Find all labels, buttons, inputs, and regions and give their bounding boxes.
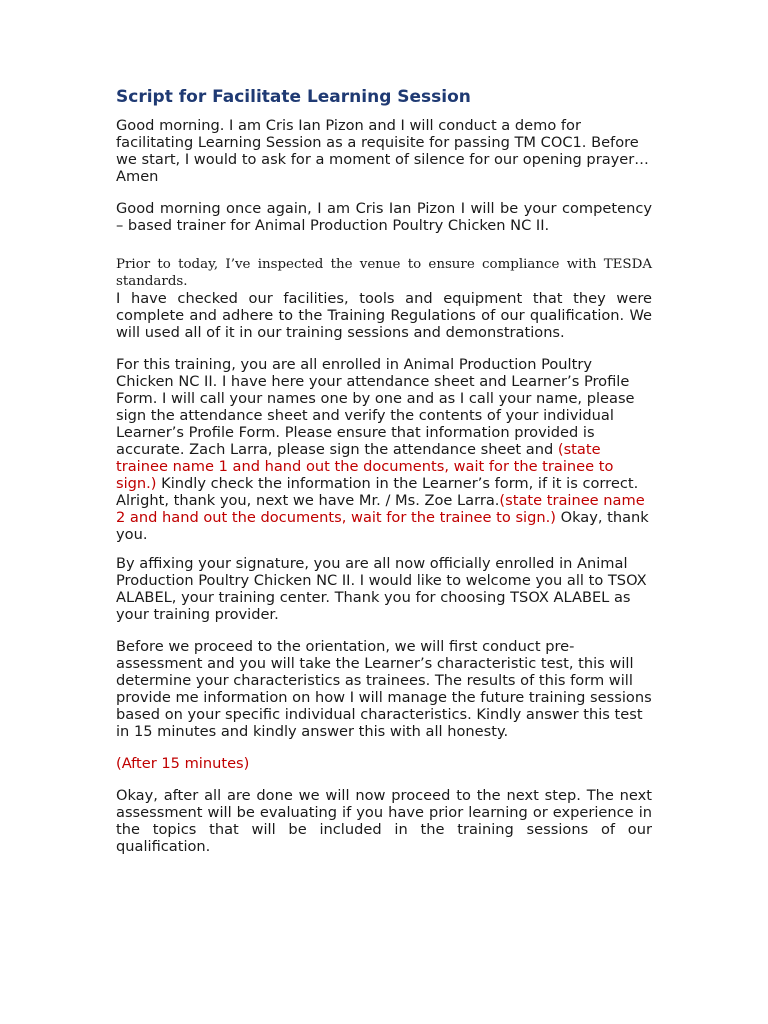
paragraph-venue-lead: Prior to today, I’ve inspected the venue to ensure compliance with TESDA standards. (116, 257, 652, 289)
paragraph-pre-assessment: Before we proceed to the orientation, we will first conduct pre-assessment and you will take the Learner’s characteristic test, this will determine your characteristics as trainees. The results of this form will provide me information on how I will manage the future training sessions based on your specific individual characteristics. Kindly answer this test in 15 minutes and kindly answer this with all honesty. (116, 638, 652, 740)
paragraph-welcome: By affixing your signature, you are all now officially enrolled in Animal Production Poultry Chicken NC II. I would like to welcome you all to TSOX ALABEL, your training center. Thank you for choosing TSOX ALABEL as your training provider. (116, 555, 647, 623)
enrollment-text-2: Kindly check the information in the Learner’s form, if it is correct. Alright, thank you, next we have Mr. / Ms. Zoe Larra. (116, 475, 639, 509)
stage-direction-after-15-minutes: (After 15 minutes) (116, 755, 250, 772)
enrollment-text-1: For this training, you are all enrolled in Animal Production Poultry Chicken NC II. I have here your attendance sheet and Learner’s Profile Form. I will call your names one by one and as I call your name, please sign the attendance sheet and verify the contents of your individual Learner’s Profile Form. Please ensure that information provided is accurate. Zach Larra, please sign the attendance sheet and (116, 356, 635, 458)
enrollment-text-3: Okay, thank you. (116, 509, 649, 543)
document-page (116, 86, 652, 870)
paragraph-venue (116, 256, 652, 341)
stage-direction-1: (state trainee name 1 and hand out the documents, wait for the trainee to sign.) (116, 441, 614, 492)
paragraph-venue-body: I have checked our facilities, tools and equipment that they were complete and adhere to the Training Regulations of our qualification. We will used all of it in our training sessions and demonstrations. (116, 290, 652, 341)
paragraph-introduction: Good morning once again, I am Cris Ian Pizon I will be your competency – based trainer for Animal Production Poultry Chicken NC II. (116, 200, 652, 234)
stage-direction-2: (state trainee name 2 and hand out the documents, wait for the trainee to sign.) (116, 492, 645, 526)
paragraph-enrollment (116, 356, 652, 543)
document-title: Script for Facilitate Learning Session (116, 87, 471, 107)
paragraph-opening: Good morning. I am Cris Ian Pizon and I will conduct a demo for facilitating Learning Session as a requisite for passing TM COC1. Before we start, I would to ask for a moment of silence for our opening prayer… Amen (116, 117, 649, 185)
paragraph-next-assessment: Okay, after all are done we will now proceed to the next step. The next assessment will be evaluating if you have prior learning or experience in the topics that will be included in the training sessions of our qualification. (116, 787, 652, 855)
